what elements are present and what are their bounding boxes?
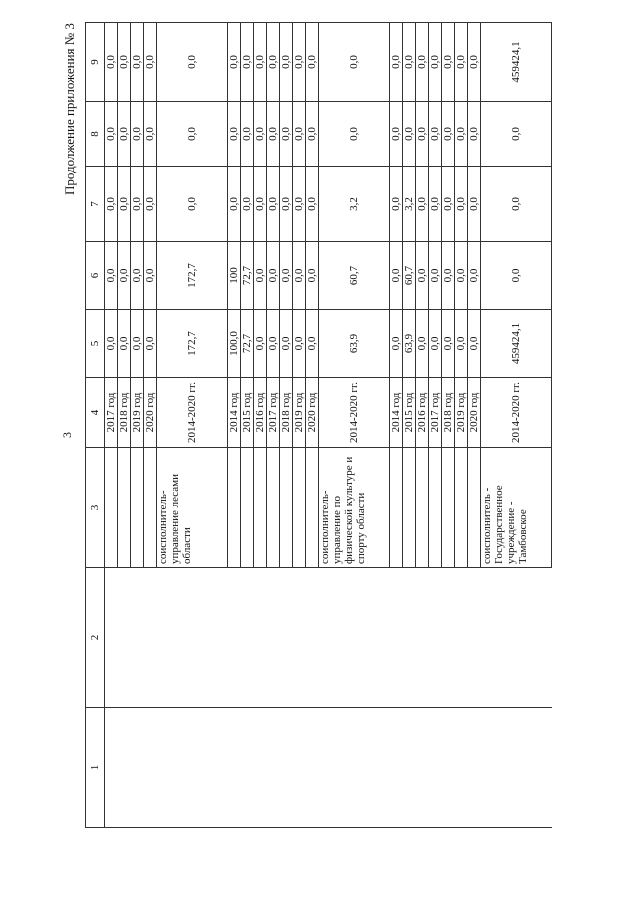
cell-value: 0,0: [416, 310, 429, 378]
col-number: 2: [86, 568, 105, 708]
cell-value: 0,0: [390, 167, 403, 242]
cell-year: 2019 год: [455, 378, 468, 448]
cell-col2: [144, 568, 157, 708]
funding-table: [85, 22, 552, 828]
cell-value: 0,0: [429, 242, 442, 310]
total-row: [319, 23, 390, 828]
cell-value: 0,0: [254, 102, 267, 167]
cell-year: 2017 год: [429, 378, 442, 448]
cell-col2: [442, 568, 455, 708]
cell-col2: [280, 568, 293, 708]
cell-col1: [228, 708, 241, 828]
cell-period: 2014-2020 гг.: [481, 378, 552, 448]
cell-executor: [254, 448, 267, 568]
cell-year: 2014 год: [228, 378, 241, 448]
year-row: [254, 23, 267, 828]
cell-col2: [429, 568, 442, 708]
cell-col1: [442, 708, 455, 828]
cell-value: 0,0: [131, 242, 144, 310]
cell-col1: [403, 708, 416, 828]
cell-value: 3,2: [403, 167, 416, 242]
cell-value: 0,0: [118, 102, 131, 167]
cell-value: 0,0: [293, 23, 306, 102]
cell-value: 0,0: [293, 242, 306, 310]
cell-col1: [416, 708, 429, 828]
cell-value: 72,7: [241, 242, 254, 310]
cell-col1: [241, 708, 254, 828]
cell-value: 172,7: [157, 310, 228, 378]
cell-value: 0,0: [280, 310, 293, 378]
cell-value: 0,0: [390, 102, 403, 167]
cell-value: 0,0: [416, 242, 429, 310]
year-row: [241, 23, 254, 828]
cell-value: 63,9: [319, 310, 390, 378]
cell-value: 0,0: [455, 310, 468, 378]
cell-col1: [267, 708, 280, 828]
cell-value: 0,0: [267, 242, 280, 310]
cell-col1: [319, 708, 390, 828]
cell-executor: [468, 448, 481, 568]
cell-col2: [254, 568, 267, 708]
year-row: [442, 23, 455, 828]
cell-value: 0,0: [306, 242, 319, 310]
cell-year: 2019 год: [293, 378, 306, 448]
cell-col1: [390, 708, 403, 828]
cell-executor: соисполнитель - Государственное учреждение - Тамбовское: [481, 448, 552, 568]
cell-executor: [105, 448, 118, 568]
cell-col1: [481, 708, 552, 828]
cell-value: 0,0: [105, 310, 118, 378]
cell-year: 2019 год: [131, 378, 144, 448]
cell-value: 0,0: [228, 167, 241, 242]
cell-executor: [267, 448, 280, 568]
cell-col1: [306, 708, 319, 828]
cell-value: 0,0: [306, 23, 319, 102]
cell-value: 0,0: [481, 102, 552, 167]
cell-year: 2016 год: [416, 378, 429, 448]
cell-value: 0,0: [280, 23, 293, 102]
cell-value: 0,0: [241, 23, 254, 102]
cell-col2: [293, 568, 306, 708]
cell-value: 0,0: [403, 23, 416, 102]
cell-col2: [267, 568, 280, 708]
cell-value: 0,0: [241, 167, 254, 242]
cell-executor: [241, 448, 254, 568]
cell-value: 0,0: [293, 310, 306, 378]
year-row: [267, 23, 280, 828]
cell-year: 2020 год: [306, 378, 319, 448]
cell-value: 0,0: [442, 310, 455, 378]
cell-value: 0,0: [429, 310, 442, 378]
cell-value: 0,0: [144, 102, 157, 167]
cell-value: 0,0: [455, 167, 468, 242]
year-row: [306, 23, 319, 828]
cell-value: 0,0: [228, 23, 241, 102]
cell-value: 0,0: [105, 23, 118, 102]
year-row: [429, 23, 442, 828]
continuation-caption: Продолжение приложения № 3: [62, 23, 77, 195]
cell-col2: [403, 568, 416, 708]
cell-col2: [105, 568, 118, 708]
cell-value: 0,0: [241, 102, 254, 167]
cell-value: 0,0: [442, 23, 455, 102]
cell-value: 0,0: [280, 102, 293, 167]
cell-year: 2020 год: [144, 378, 157, 448]
cell-value: 0,0: [131, 167, 144, 242]
cell-value: 0,0: [293, 167, 306, 242]
cell-value: 0,0: [306, 102, 319, 167]
cell-value: 0,0: [267, 310, 280, 378]
cell-value: 172,7: [157, 242, 228, 310]
cell-year: 2018 год: [280, 378, 293, 448]
cell-col1: [293, 708, 306, 828]
cell-year: 2015 год: [403, 378, 416, 448]
cell-period: 2014-2020 гг.: [157, 378, 228, 448]
cell-value: 0,0: [306, 167, 319, 242]
col-number: 3: [86, 448, 105, 568]
year-row: [131, 23, 144, 828]
year-row: [416, 23, 429, 828]
cell-col2: [390, 568, 403, 708]
cell-value: 0,0: [105, 167, 118, 242]
cell-value: 0,0: [131, 102, 144, 167]
col-number: 6: [86, 242, 105, 310]
cell-value: 0,0: [442, 167, 455, 242]
cell-value: 0,0: [293, 102, 306, 167]
cell-executor: [390, 448, 403, 568]
cell-value: 0,0: [468, 167, 481, 242]
cell-executor: соисполнитель- управление по физической культуре и спорту области: [319, 448, 390, 568]
cell-col2: [319, 568, 390, 708]
cell-year: 2014 год: [390, 378, 403, 448]
cell-value: 0,0: [105, 242, 118, 310]
cell-value: 0,0: [416, 167, 429, 242]
cell-value: 0,0: [455, 242, 468, 310]
cell-executor: [280, 448, 293, 568]
cell-value: 459424,1: [481, 23, 552, 102]
cell-col2: [306, 568, 319, 708]
col-number: 8: [86, 102, 105, 167]
cell-col1: [254, 708, 267, 828]
cell-executor: [455, 448, 468, 568]
cell-value: 0,0: [267, 23, 280, 102]
cell-executor: [429, 448, 442, 568]
cell-value: 0,0: [254, 242, 267, 310]
table-body: [86, 23, 552, 828]
cell-col2: [131, 568, 144, 708]
cell-value: 0,0: [429, 102, 442, 167]
cell-col2: [241, 568, 254, 708]
col-number: 5: [86, 310, 105, 378]
cell-value: 0,0: [254, 310, 267, 378]
cell-col1: [280, 708, 293, 828]
cell-col1: [455, 708, 468, 828]
col-number: 1: [86, 708, 105, 828]
cell-value: 0,0: [144, 167, 157, 242]
cell-year: 2020 год: [468, 378, 481, 448]
cell-value: 0,0: [319, 23, 390, 102]
cell-col2: [481, 568, 552, 708]
cell-value: 0,0: [144, 310, 157, 378]
cell-value: 0,0: [403, 102, 416, 167]
year-row: [105, 23, 118, 828]
cell-col1: [429, 708, 442, 828]
cell-value: 0,0: [267, 167, 280, 242]
cell-value: 3,2: [319, 167, 390, 242]
total-row: [481, 23, 552, 828]
cell-value: 0,0: [306, 310, 319, 378]
cell-value: 60,7: [403, 242, 416, 310]
cell-value: 0,0: [442, 242, 455, 310]
cell-value: 0,0: [481, 167, 552, 242]
cell-value: 60,7: [319, 242, 390, 310]
cell-executor: [416, 448, 429, 568]
cell-value: 100,0: [228, 310, 241, 378]
cell-value: 0,0: [131, 310, 144, 378]
cell-value: 459424,1: [481, 310, 552, 378]
cell-value: 0,0: [105, 102, 118, 167]
cell-value: 0,0: [144, 23, 157, 102]
cell-year: 2016 год: [254, 378, 267, 448]
cell-value: 0,0: [390, 23, 403, 102]
rotated-table-wrapper: [85, 22, 552, 828]
cell-value: 0,0: [118, 167, 131, 242]
cell-value: 0,0: [468, 102, 481, 167]
cell-value: 63,9: [403, 310, 416, 378]
year-row: [468, 23, 481, 828]
cell-value: 0,0: [468, 23, 481, 102]
cell-year: 2018 год: [442, 378, 455, 448]
year-row: [118, 23, 131, 828]
col-number: 4: [86, 378, 105, 448]
cell-value: 0,0: [267, 102, 280, 167]
year-row: [390, 23, 403, 828]
cell-value: 0,0: [157, 167, 228, 242]
year-row: [228, 23, 241, 828]
year-row: [280, 23, 293, 828]
col-number: 9: [86, 23, 105, 102]
cell-col2: [118, 568, 131, 708]
cell-value: 0,0: [468, 310, 481, 378]
cell-value: 0,0: [442, 102, 455, 167]
cell-value: 0,0: [455, 23, 468, 102]
total-row: [157, 23, 228, 828]
cell-value: 0,0: [118, 23, 131, 102]
cell-year: 2018 год: [118, 378, 131, 448]
cell-value: 0,0: [416, 102, 429, 167]
cell-value: 72,7: [241, 310, 254, 378]
cell-value: 0,0: [118, 310, 131, 378]
cell-year: 2017 год: [105, 378, 118, 448]
year-row: [403, 23, 416, 828]
page-number: 3: [60, 432, 74, 438]
cell-col2: [157, 568, 228, 708]
column-number-row: [86, 23, 105, 828]
cell-value: 0,0: [416, 23, 429, 102]
cell-col2: [416, 568, 429, 708]
cell-col2: [468, 568, 481, 708]
cell-executor: соисполнитель- управление лесами области: [157, 448, 228, 568]
cell-col1: [468, 708, 481, 828]
cell-year: 2015 год: [241, 378, 254, 448]
cell-year: 2017 год: [267, 378, 280, 448]
cell-col1: [105, 708, 118, 828]
cell-value: 0,0: [455, 102, 468, 167]
cell-value: 0,0: [429, 23, 442, 102]
cell-value: 0,0: [157, 23, 228, 102]
cell-col2: [455, 568, 468, 708]
cell-executor: [306, 448, 319, 568]
cell-value: 0,0: [481, 242, 552, 310]
cell-value: 0,0: [280, 242, 293, 310]
year-row: [455, 23, 468, 828]
cell-value: 0,0: [144, 242, 157, 310]
col-number: 7: [86, 167, 105, 242]
cell-value: 0,0: [118, 242, 131, 310]
year-row: [144, 23, 157, 828]
cell-value: 0,0: [390, 310, 403, 378]
cell-col1: [131, 708, 144, 828]
cell-value: 0,0: [254, 23, 267, 102]
cell-value: 0,0: [468, 242, 481, 310]
cell-executor: [442, 448, 455, 568]
cell-executor: [403, 448, 416, 568]
year-row: [293, 23, 306, 828]
cell-executor: [228, 448, 241, 568]
cell-col1: [118, 708, 131, 828]
cell-executor: [293, 448, 306, 568]
cell-executor: [131, 448, 144, 568]
cell-value: 0,0: [228, 102, 241, 167]
cell-col2: [228, 568, 241, 708]
cell-value: 0,0: [254, 167, 267, 242]
cell-executor: [144, 448, 157, 568]
cell-executor: [118, 448, 131, 568]
cell-value: 100: [228, 242, 241, 310]
cell-col1: [157, 708, 228, 828]
cell-value: 0,0: [429, 167, 442, 242]
cell-value: 0,0: [131, 23, 144, 102]
cell-period: 2014-2020 гг.: [319, 378, 390, 448]
cell-value: 0,0: [280, 167, 293, 242]
cell-value: 0,0: [319, 102, 390, 167]
cell-value: 0,0: [157, 102, 228, 167]
cell-value: 0,0: [390, 242, 403, 310]
cell-col1: [144, 708, 157, 828]
